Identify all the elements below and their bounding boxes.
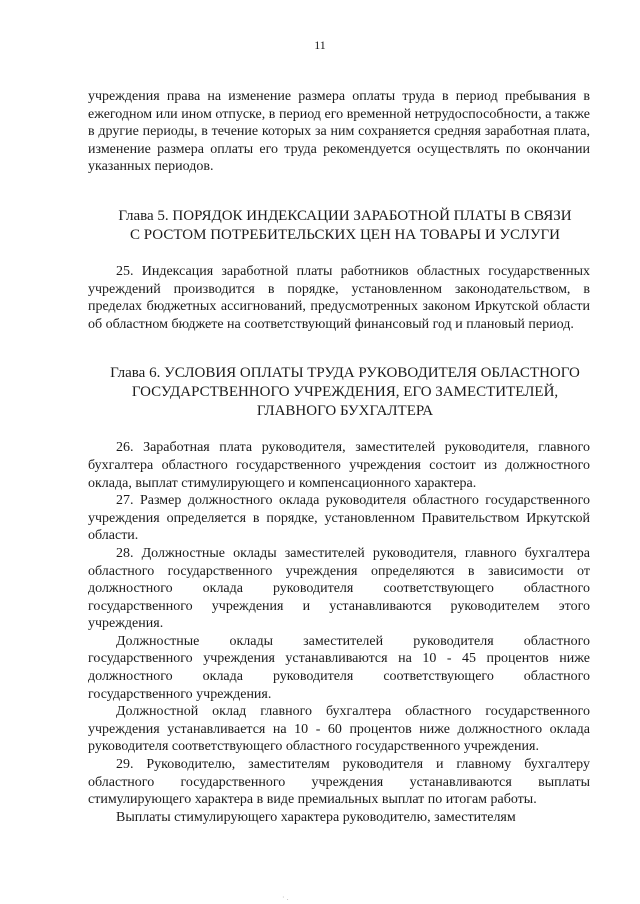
document-body	[88, 88, 590, 826]
paragraph-29: 29. Руководителю, заместителям руководителя и главному бухгалтеру областного государственного учреждения устанавливаются выплаты стимулирующего характера в виде премиальных выплат по итогам работы.	[88, 757, 590, 808]
chapter-5-title-line-1: Глава 5. ПОРЯДОК ИНДЕКСАЦИИ ЗАРАБОТНОЙ ПЛАТЫ В СВЯЗИ	[118, 207, 572, 224]
paragraph-28: 28. Должностные оклады заместителей руководителя, главного бухгалтера областного государственного учреждения определяются в зависимости от должностного оклада руководителя соответствующего областного государственного учреждения и устанавливаются руководителем этого учреждения.	[88, 545, 590, 632]
paragraph-29-continued: Выплаты стимулирующего характера руководителю, заместителям	[116, 809, 516, 825]
chapter-6-title-line-2: ГОСУДАРСТВЕННОГО УЧРЕЖДЕНИЯ, ЕГО ЗАМЕСТИТЕЛЕЙ,	[131, 384, 559, 401]
paragraph-26: 26. Заработная плата руководителя, заместителей руководителя, главного бухгалтера областного государственного учреждения состоит из должностного оклада, выплат стимулирующего и компенсационного характера.	[88, 440, 590, 491]
paragraph-continuation: учреждения права на изменение размера оплаты труда в период пребывания в ежегодном или ином отпуске, в период его временной нетрудоспособности, а также в другие периоды, в течение которых за ним сохраняется средняя заработная плата, изменение размера оплаты его труда рекомендуется осуществлять по окончании указанных периодов.	[88, 89, 590, 175]
paragraph-25: 25. Индексация заработной платы работников областных государственных учреждений производится в порядке, установленном законодательством, в пределах бюджетных ассигнований, предусмотренных законом Иркутской области об областном бюджете на соответствующий финансовый год и плановый период.	[88, 263, 590, 332]
chapter-6-title-line-1: Глава 6. УСЛОВИЯ ОПЛАТЫ ТРУДА РУКОВОДИТЕЛЯ ОБЛАСТНОГО	[110, 365, 580, 382]
chapter-6-heading	[88, 364, 590, 421]
paragraph-28-chief-accountant: Должностной оклад главного бухгалтера областного государственного учреждения устанавливается на 10 - 60 процентов ниже должностного оклада руководителя соответствующего областного государственного учреждения.	[88, 704, 590, 755]
paragraph-28-deputies: Должностные оклады заместителей руководителя областного государственного учреждения устанавливаются на 10 - 45 процентов ниже должностного оклада руководителя соответствующего областного государственного учреждения.	[88, 633, 590, 702]
chapter-5-title-line-2: С РОСТОМ ПОТРЕБИТЕЛЬСКИХ ЦЕН НА ТОВАРЫ И УСЛУГИ	[130, 226, 560, 243]
chapter-6-title-line-3: ГЛАВНОГО БУХГАЛТЕРА	[256, 403, 434, 420]
scan-mark: · .	[282, 893, 289, 902]
page-number: 11	[314, 38, 326, 52]
paragraph-27: 27. Размер должностного оклада руководителя областного государственного учреждения определяется в порядке, установленном Правительством Иркутской области.	[88, 493, 590, 544]
chapter-5-heading	[88, 207, 590, 245]
